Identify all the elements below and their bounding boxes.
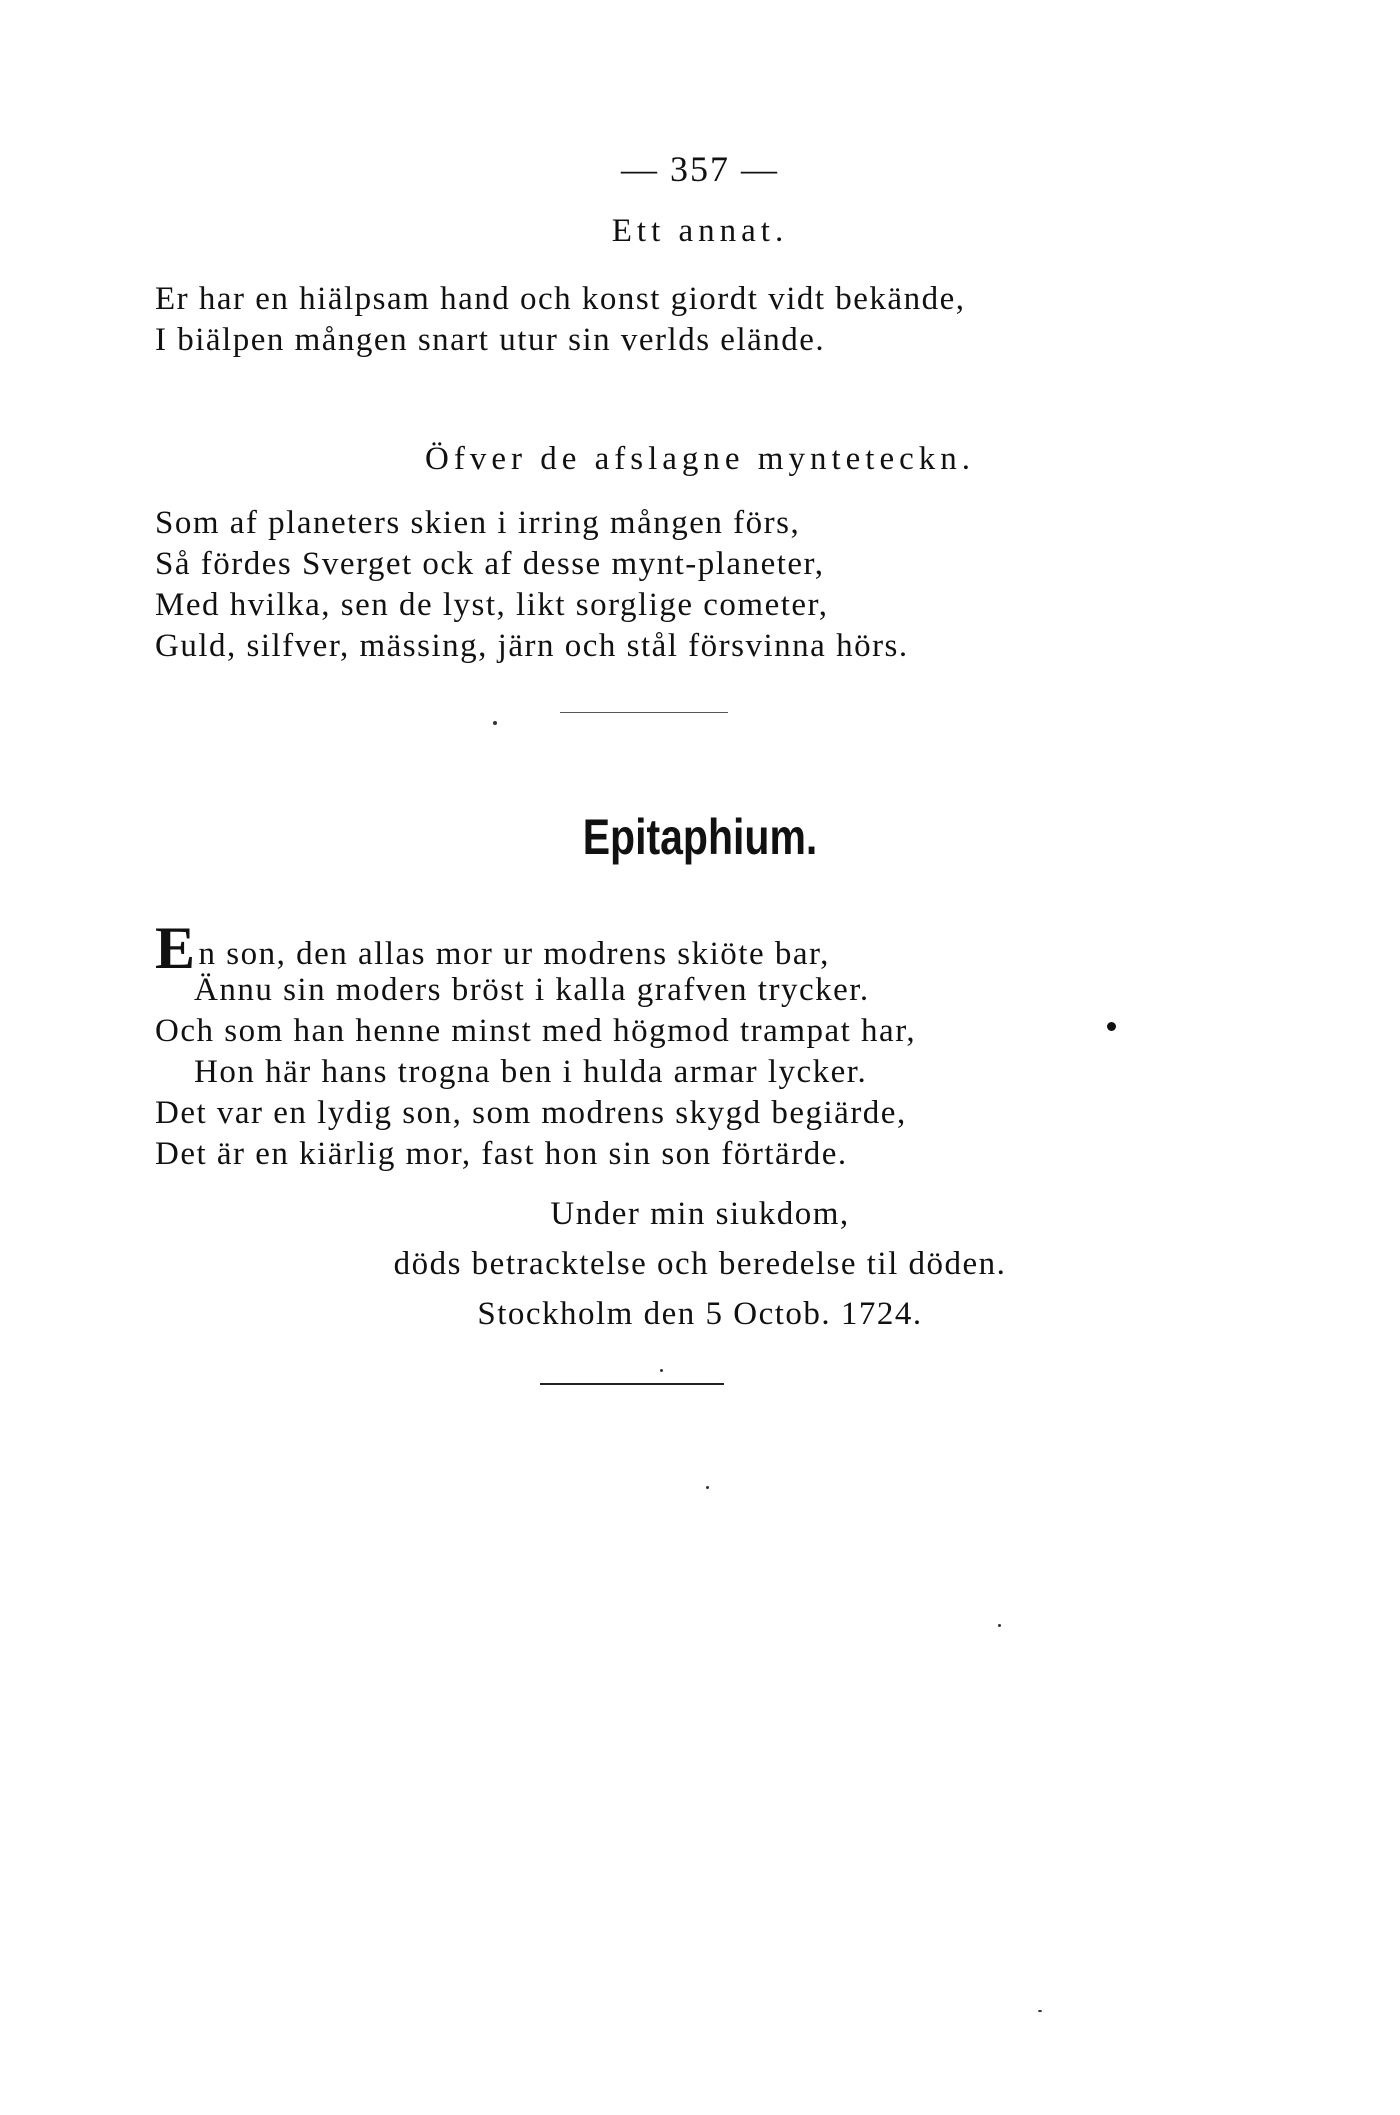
print-speck (660, 1369, 663, 1372)
page-number: — 357 — (621, 149, 779, 189)
verse-line: Som af planeters skien i irring mången förs, (155, 505, 801, 541)
section-title-mynteteckn: Öfver de afslagne mynteteckn. (425, 441, 975, 477)
print-speck (1038, 2010, 1042, 2012)
verse-line-rest: n son, den allas mor ur modrens skiöte bar, (198, 936, 830, 972)
print-speck (493, 721, 497, 725)
verse-line: Hon här hans trogna ben i hulda armar lycker. (194, 1054, 868, 1090)
print-speck (706, 1486, 709, 1489)
end-rule (540, 1383, 724, 1385)
verse-line: Guld, silfver, mässing, järn och stål försvinna hörs. (155, 628, 909, 664)
verse-line: Det är en kiärlig mor, fast hon sin son förtärde. (155, 1136, 848, 1172)
epitaph-title: Epitaphium. (582, 809, 818, 865)
verse-line: Så fördes Sverget ock af desse mynt-planeter, (155, 546, 825, 582)
print-speck (998, 1624, 1001, 1627)
verse-line: I biälpen mången snart utur sin verlds elände. (155, 322, 826, 358)
verse-line: Med hvilka, sen de lyst, likt sorglige cometer, (155, 587, 829, 623)
closing-line-3: Stockholm den 5 Octob. 1724. (477, 1296, 923, 1332)
section-title-ett-annat: Ett annat. (611, 213, 789, 249)
verse-line: Det var en lydig son, som modrens skygd begiärde, (155, 1095, 907, 1131)
verse-line: Er har en hiälpsam hand och konst giordt vidt bekände, (155, 281, 966, 317)
verse-line: Ännu sin moders bröst i kalla grafven trycker. (194, 972, 870, 1008)
closing-line-1: Under min siukdom, (550, 1196, 850, 1232)
separator-rule (560, 712, 728, 713)
epitaph-first-line (155, 915, 830, 981)
margin-dot (1107, 1022, 1116, 1031)
verse-line: Och som han henne minst med högmod trampat har, (155, 1013, 917, 1049)
drop-cap: E (155, 915, 197, 981)
closing-line-2: döds betracktelse och beredelse til döden. (393, 1246, 1007, 1282)
